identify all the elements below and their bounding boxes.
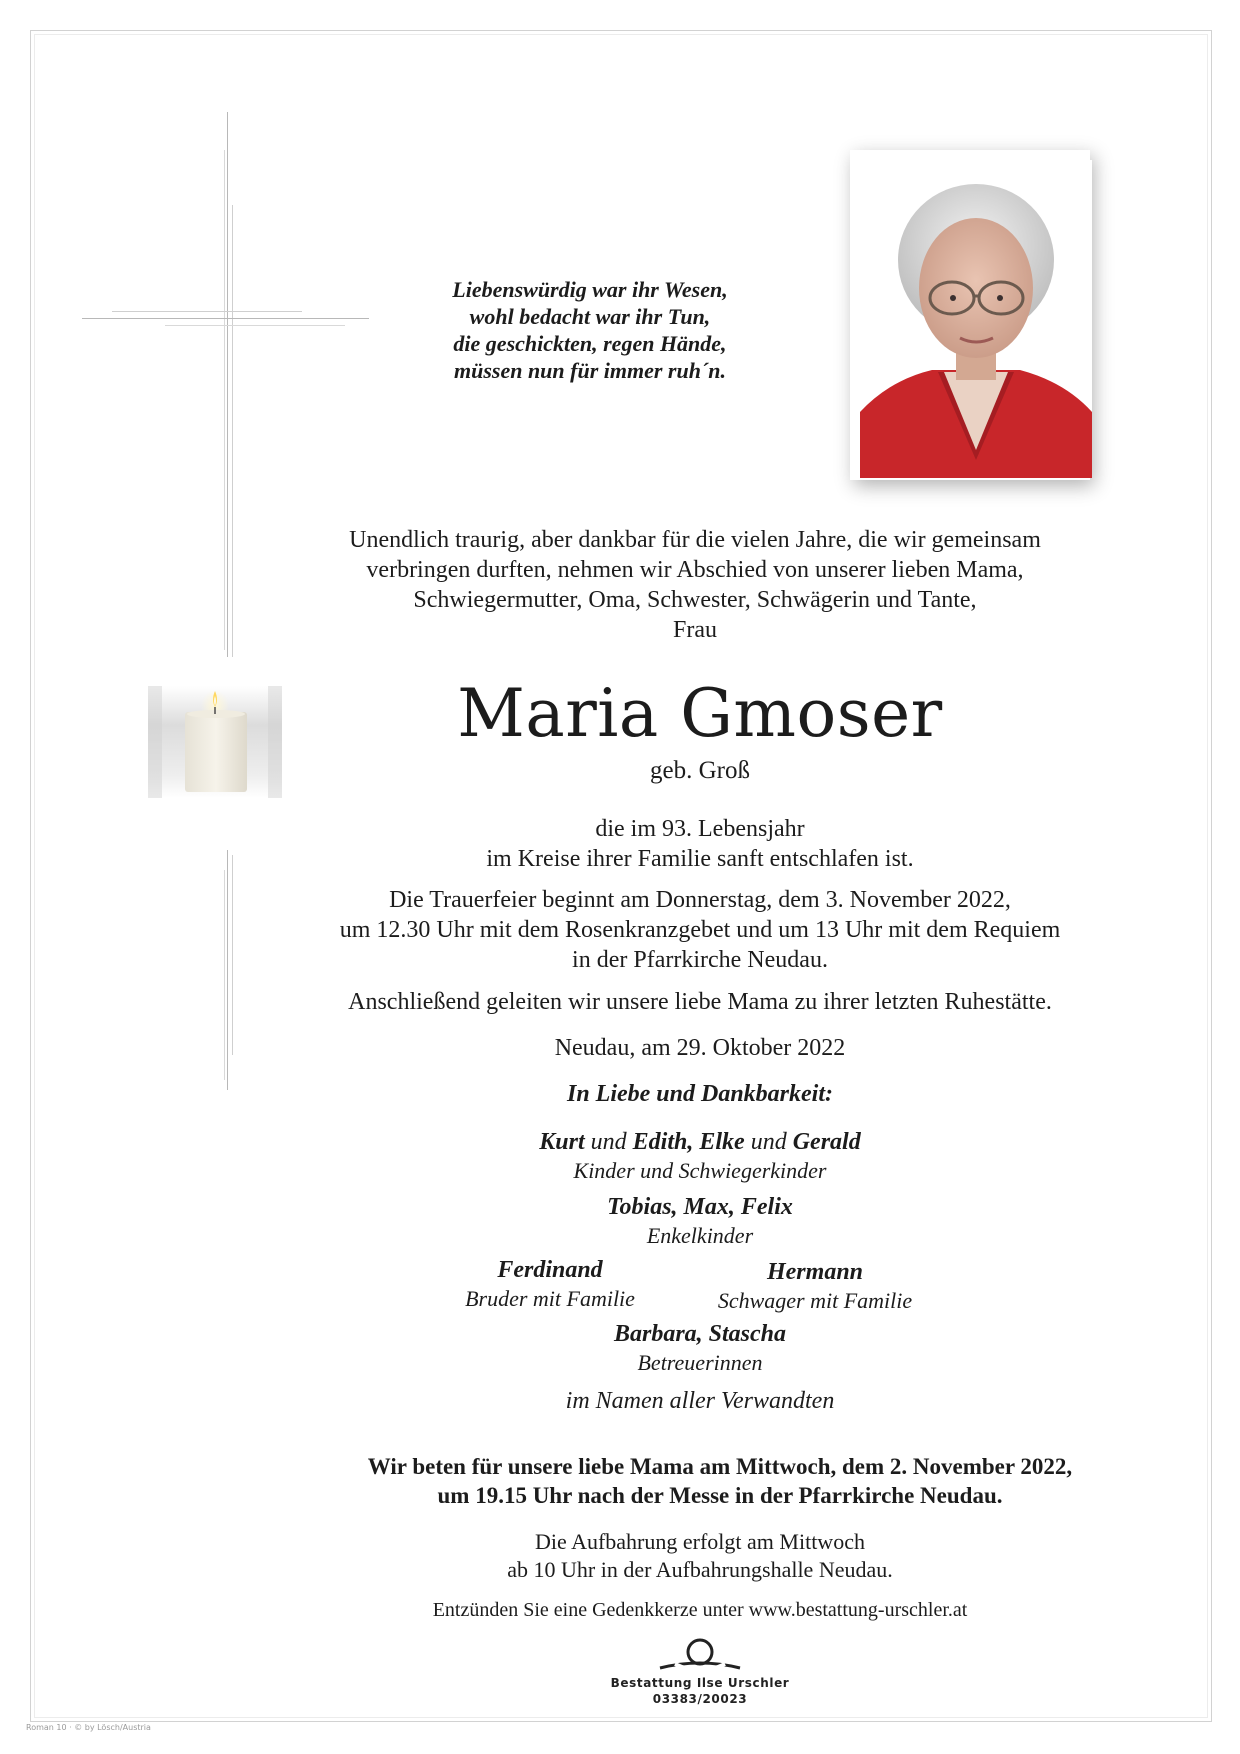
mourner-relation: Enkelkinder	[646, 1223, 754, 1248]
mourners-section	[400, 1079, 1000, 1109]
mourner-relation: Schwager mit Familie	[717, 1288, 913, 1313]
ceremony-line: Die Trauerfeier beginnt am Donnerstag, dem 3. November 2022,	[389, 887, 1011, 913]
mourner-name: Edith, Elke	[632, 1129, 745, 1155]
intro-line: Schwiegermutter, Oma, Schwester, Schwägerin und Tante,	[413, 587, 977, 613]
ceremony-line: um 12.30 Uhr mit dem Rosenkranzgebet und um 13 Uhr mit dem Requiem	[339, 917, 1061, 943]
mourner-group-caregivers: Barbara, Stascha	[613, 1321, 787, 1347]
mourner-relation: Kinder und Schwiegerkinder	[573, 1158, 827, 1183]
mourner-connector: und	[744, 1129, 793, 1155]
poem-line: Liebenswürdig war ihr Wesen,	[452, 277, 728, 302]
mourner-relation: Bruder mit Familie	[465, 1286, 635, 1311]
ceremony-text	[280, 885, 1120, 975]
viewing-line: Die Aufbahrung erfolgt am Mittwoch	[535, 1529, 865, 1554]
template-note: Roman 10 · © by Lösch/Austria	[26, 1723, 151, 1732]
online-candle-note: Entzünden Sie eine Gedenkkerze unter www.bestattung-urschler.at	[432, 1599, 968, 1621]
candle-image	[140, 676, 290, 810]
funeral-home-logo-icon	[655, 1634, 745, 1678]
prayer-notice	[240, 1452, 1200, 1510]
poem-line: müssen nun für immer ruh´n.	[453, 358, 727, 383]
mourner-group-brother: Ferdinand	[497, 1257, 603, 1283]
poem-line: die geschickten, regen Hände,	[453, 331, 727, 356]
birth-name: geb. Groß	[650, 757, 750, 784]
funeral-home-phone: 03383/20023	[652, 1692, 748, 1706]
passing-text	[300, 814, 1100, 874]
ceremony-line: in der Pfarrkirche Neudau.	[572, 947, 828, 973]
memorial-poem	[390, 276, 790, 384]
intro-paragraph	[290, 525, 1100, 645]
mourner-relation: Betreuerinnen	[637, 1350, 763, 1375]
intro-line: verbringen durften, nehmen wir Abschied von unserer lieben Mama,	[366, 557, 1024, 583]
intro-line: Unendlich traurig, aber dankbar für die vielen Jahre, die wir gemeinsam	[349, 527, 1041, 553]
burial-text: Anschließend geleiten wir unsere liebe Mama zu ihrer letzten Ruhestätte.	[348, 989, 1052, 1015]
passing-line: die im 93. Lebensjahr	[595, 816, 805, 842]
intro-line: Frau	[673, 617, 717, 643]
mourner-group-brother-in-law: Hermann	[766, 1259, 864, 1285]
viewing-notice	[400, 1528, 1000, 1584]
mourner-group-children	[350, 1127, 1050, 1157]
poem-line: wohl bedacht war ihr Tun,	[469, 304, 711, 329]
portrait-photo	[860, 160, 1092, 478]
viewing-line: ab 10 Uhr in der Aufbahrungshalle Neudau.	[507, 1557, 893, 1582]
prayer-line: Wir beten für unsere liebe Mama am Mittwoch, dem 2. November 2022,	[367, 1454, 1073, 1479]
prayer-line: um 19.15 Uhr nach der Messe in der Pfarrkirche Neudau.	[437, 1483, 1003, 1508]
passing-line: im Kreise ihrer Familie sanft entschlafen ist.	[486, 846, 914, 872]
mourners-heading: In Liebe und Dankbarkeit:	[566, 1081, 833, 1107]
mourner-name: Gerald	[792, 1129, 861, 1155]
mourner-name: Kurt	[539, 1129, 585, 1155]
mourner-group-grandchildren: Tobias, Max, Felix	[607, 1194, 793, 1220]
deceased-name: Maria Gmoser	[457, 675, 943, 752]
place-date: Neudau, am 29. Oktober 2022	[554, 1035, 846, 1061]
mourner-connector: und	[584, 1129, 633, 1155]
mourners-closing: im Namen aller Verwandten	[565, 1388, 835, 1414]
funeral-home-name: Bestattung Ilse Urschler	[610, 1676, 790, 1690]
